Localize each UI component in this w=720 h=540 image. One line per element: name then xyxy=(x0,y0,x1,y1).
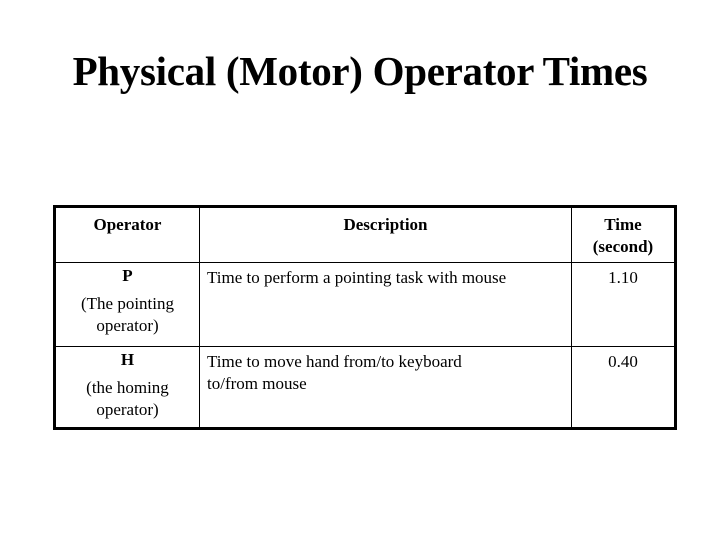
operator-name-line1: (the homing xyxy=(86,378,169,397)
header-operator: Operator xyxy=(55,207,200,263)
table-header-row xyxy=(55,207,676,263)
operator-cell xyxy=(55,263,200,347)
time-cell: 1.10 xyxy=(572,263,676,347)
operator-name-line2: operator) xyxy=(96,316,159,335)
description-cell: Time to perform a pointing task with mouse xyxy=(200,263,572,347)
table-row xyxy=(55,263,676,347)
header-time-line1: Time xyxy=(604,215,642,234)
header-time xyxy=(572,207,676,263)
header-description: Description xyxy=(200,207,572,263)
operator-times-table xyxy=(53,205,677,430)
description-cell: Time to move hand from/to keyboard to/from mouse xyxy=(200,347,572,429)
operator-code: P xyxy=(122,266,133,285)
time-cell: 0.40 xyxy=(572,347,676,429)
operator-cell xyxy=(55,347,200,429)
operator-name-line2: operator) xyxy=(96,400,159,419)
table-row xyxy=(55,347,676,429)
header-time-line2: (second) xyxy=(592,237,654,256)
operator-name-line1: (The pointing xyxy=(80,294,174,313)
slide-title: Physical (Motor) Operator Times xyxy=(72,48,648,94)
operator-code: H xyxy=(120,350,135,369)
